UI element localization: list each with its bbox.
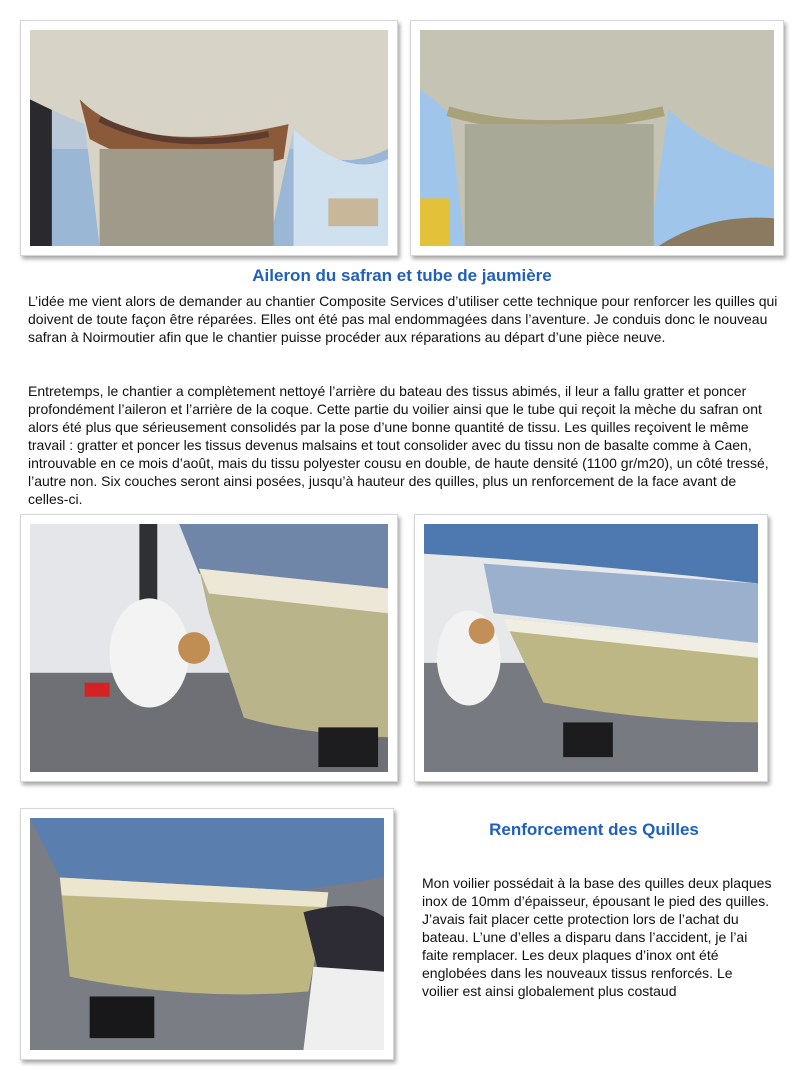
- photo-keel-finishing: [20, 808, 394, 1060]
- paragraph-repairs: Entretemps, le chantier a complètement nettoyé l’arrière du bateau des tissus abimés, il leur a fallu gratter et poncer profondément l’aileron et l’arrière de la coque. Cette partie du voilier ainsi que le tube qui reçoit la mèche du safran ont alors été plus que sérieusement consolidés par la pose d’une bonne quantité de tissu. Les quilles reçoivent le même travail : gratter et poncer les tissus devenus malsains et tout consolider avec du tissu non de basalte comme à Caen, introuvable en ce mois d’août, mais du tissu polyester cousu en double, de haute densité (1100 gr/m20), un côté tressé, l’autre non. Six couches seront ainsi posées, jusqu’à hauteur des quilles, plus un renforcement de la face avant de celles-ci.: [28, 383, 769, 507]
- paragraph-intro: L’idée me vient alors de demander au chantier Composite Services d’utiliser cette technique pour renforcer les quilles qui doivent de toute façon être réparées. Elles ont été pas mal endommagées dans l’aventure. Je conduis donc le nouveau safran à Noirmoutier afin que le chantier puisse procéder aux réparations au départ d’une pièce neuve.: [28, 293, 778, 345]
- safran-aileron-repaired-photo: [420, 30, 774, 246]
- safran-aileron-damaged-photo: [30, 30, 388, 246]
- worker-sanding-keel-photo: [30, 524, 388, 772]
- photo-keel-laminating: [414, 514, 768, 782]
- worker-finishing-keel-photo: [30, 818, 384, 1050]
- paragraph-keels: Mon voilier possédait à la base des quilles deux plaques inox de 10mm d’épaisseur, épousant le pied des quilles. J’avais fait placer cette protection lors de l’achat du bateau. L’une d’elles a disparu dans l’accident, je l’ai faite remplacer. Les deux plaques d’inox ont été englobées dans les nouveaux tissus renforcés. Le voilier est ainsi globalement plus costaud: [422, 875, 772, 999]
- photo-safran-damaged: [20, 20, 398, 256]
- photo-safran-repaired: [410, 20, 784, 256]
- section-heading-aileron: Aileron du safran et tube de jaumière: [252, 266, 552, 285]
- worker-laminating-keel-photo: [424, 524, 758, 772]
- section-heading-keels: Renforcement des Quilles: [489, 820, 699, 839]
- photo-keel-sanding: [20, 514, 398, 782]
